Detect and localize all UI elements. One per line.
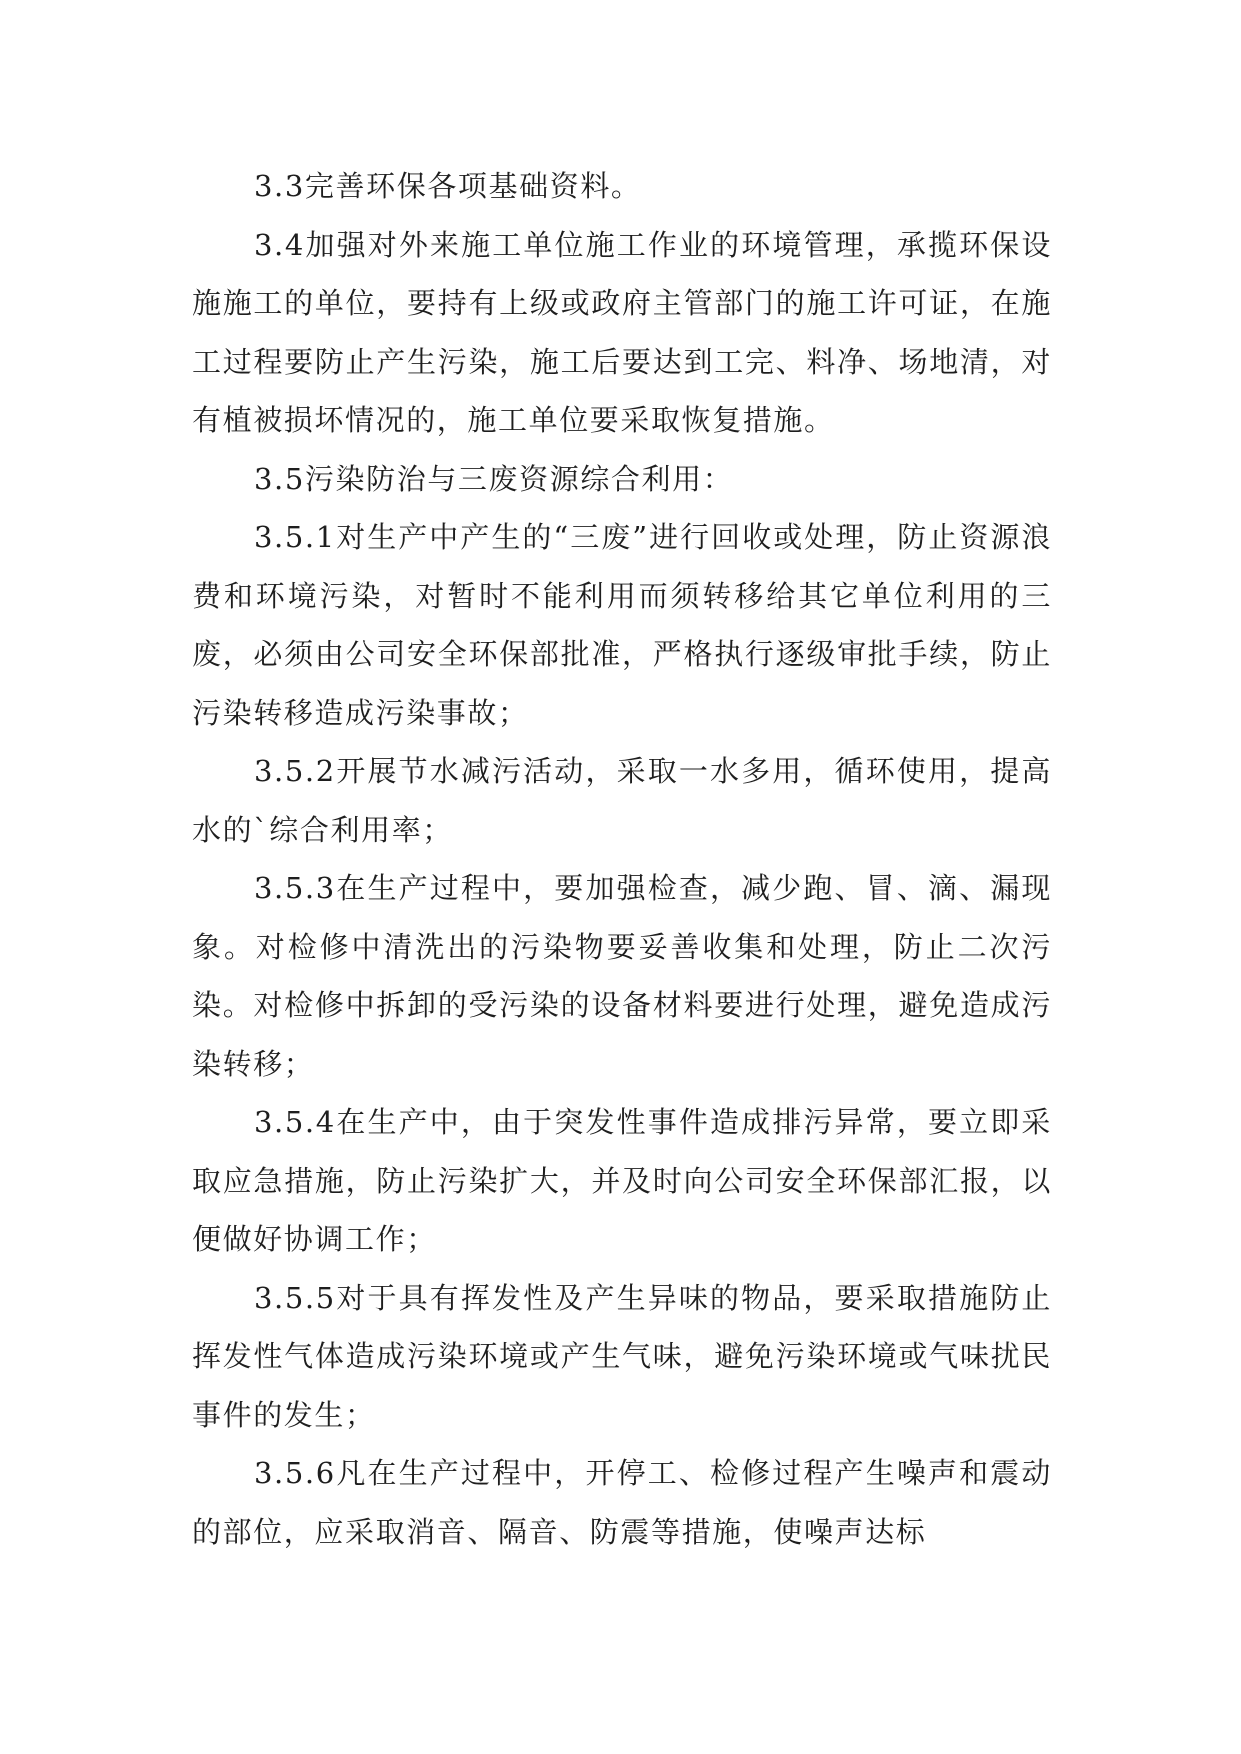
paragraph-3-5-2: 3.5.2开展节水减污活动，采取一水多用，循环使用，提高水的`综合利用率； xyxy=(192,754,1052,847)
document-body xyxy=(192,157,1052,1561)
paragraph-3-3: 3.3完善环保各项基础资料。 xyxy=(254,169,642,203)
paragraph-3-5-6: 3.5.6凡在生产过程中，开停工、检修过程产生噪声和震动的部位，应采取消音、隔音、防震等措施，使噪声达标 xyxy=(192,1456,1052,1549)
paragraph-3-5-1: 3.5.1对生产中产生的“三废”进行回收或处理，防止资源浪费和环境污染，对暂时不能利用而须转移给其它单位利用的三废，必须由公司安全环保部批准，严格执行逐级审批手续，防止污染转移造成污染事故； xyxy=(192,520,1052,730)
paragraph-3-5-4: 3.5.4在生产中，由于突发性事件造成排污异常，要立即采取应急措施，防止污染扩大，并及时向公司安全环保部汇报，以便做好协调工作； xyxy=(192,1105,1052,1256)
paragraph-3-5-3: 3.5.3在生产过程中，要加强检查，减少跑、冒、滴、漏现象。对检修中清洗出的污染物要妥善收集和处理，防止二次污染。对检修中拆卸的受污染的设备材料要进行处理，避免造成污染转移； xyxy=(192,871,1052,1081)
paragraph-3-5-5: 3.5.5对于具有挥发性及产生异味的物品，要采取措施防止挥发性气体造成污染环境或产生气味，避免污染环境或气味扰民事件的发生； xyxy=(192,1280,1052,1432)
paragraph-3-5: 3.5污染防治与三废资源综合利用： xyxy=(254,461,734,496)
paragraph-3-4: 3.4加强对外来施工单位施工作业的环境管理，承揽环保设施施工的单位，要持有上级或政府主管部门的施工许可证，在施工过程要防止产生污染，施工后要达到工完、料净、场地清，对有植被损坏情况的，施工单位要采取恢复措施。 xyxy=(192,227,1052,437)
